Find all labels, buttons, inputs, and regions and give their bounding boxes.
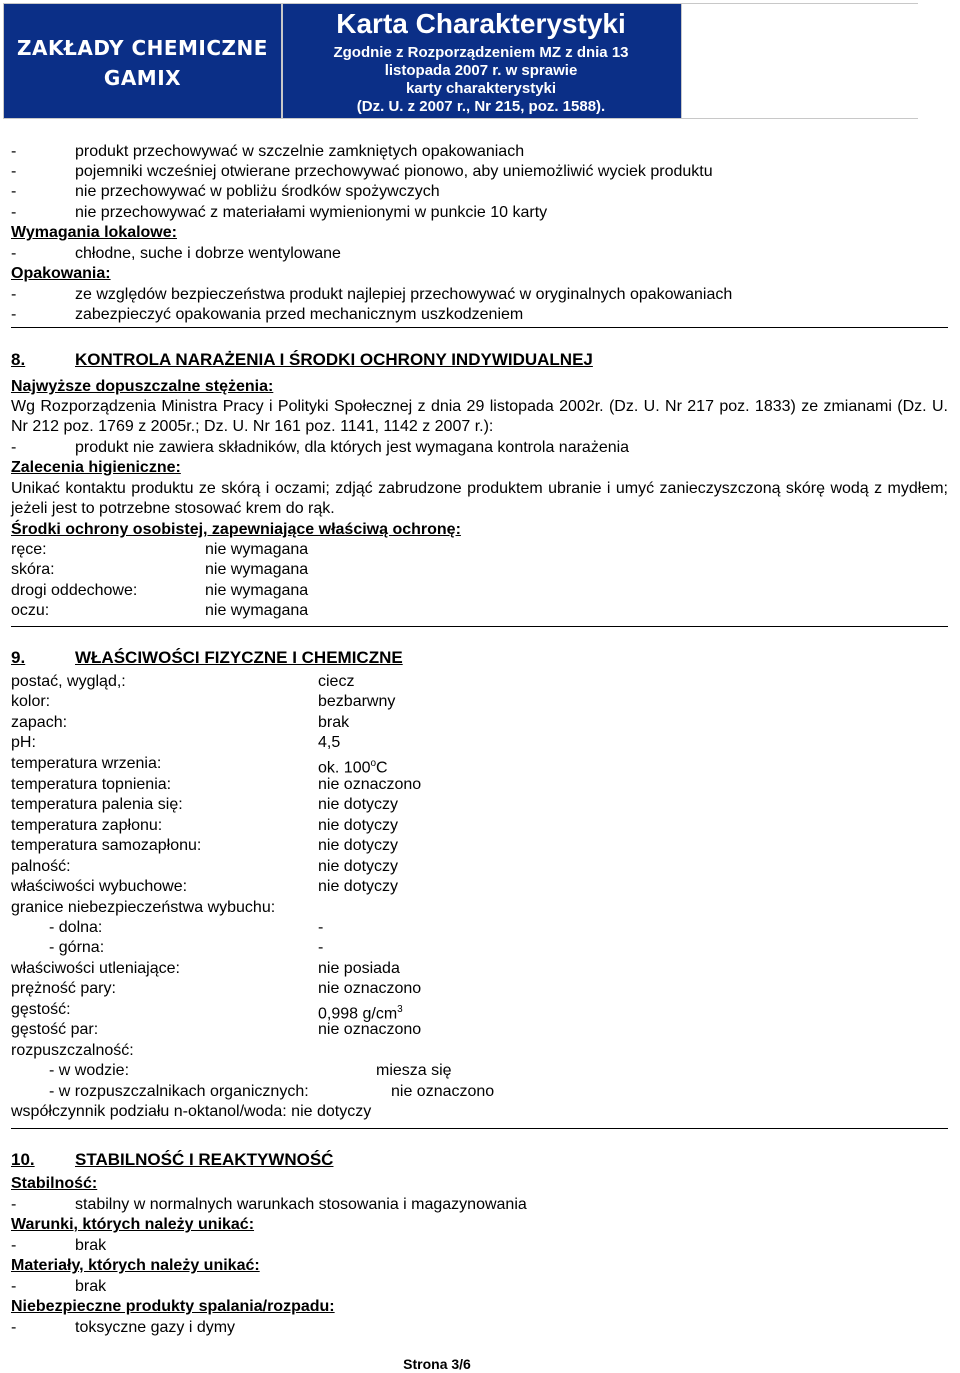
property-row: postać, wygląd,: ciecz: [11, 673, 355, 690]
header-blank-cell: [681, 4, 918, 118]
property-row: gęstość par: nie oznaczono: [11, 1021, 422, 1038]
subheading-stability: Stabilność:: [11, 1175, 98, 1192]
ppe-row: drogi oddechowe: nie wymagana: [11, 582, 309, 599]
company-logo-box: [3, 3, 282, 119]
regulation-line-4: (Dz. U. z 2007 r., Nr 215, poz. 1588).: [356, 98, 606, 115]
regulation-line-2: listopada 2007 r. w sprawie: [384, 62, 578, 79]
regulation-line-1: Zgodnie z Rozporządzeniem MZ z dnia 13: [333, 44, 629, 61]
property-row: palność: nie dotyczy: [11, 858, 399, 875]
section-divider: [11, 327, 948, 328]
ppe-row: oczu: nie wymagana: [11, 602, 309, 619]
nds-text: Wg Rozporządzenia Ministra Pracy i Polityki Społecznej z dnia 29 listopada 2002r. (Dz. U. Nr 217 poz. 1833) ze zmianami (Dz. U. Nr 212 poz. 1769 z 2005r.; Dz. U. Nr 161 poz. 1141, 1142 z 2007 r.):: [11, 398, 948, 435]
regulation-line-3: karty charakterystyki: [405, 80, 557, 97]
property-row: gęstość: 0,998 $g/cm^3$: [11, 1001, 403, 1023]
property-row: temperatura samozapłonu: nie dotyczy: [11, 837, 399, 854]
subheading-decomposition: Niebezpieczne produkty spalania/rozpadu:: [11, 1298, 335, 1315]
property-row: właściwości utleniające: nie posiada: [11, 960, 400, 977]
company-name-line2: GAMIX: [103, 66, 182, 90]
company-name-line1: ZAKŁADY CHEMICZNE: [17, 36, 268, 60]
document-title: Karta Charakterystyki: [336, 8, 626, 39]
section-divider: [11, 626, 948, 627]
subheading-conditions: Warunki, których należy unikać:: [11, 1216, 255, 1233]
property-row: współczynnik podziału n-oktanol/woda: nie dotyczy: [11, 1103, 372, 1120]
section-divider: [11, 1128, 948, 1129]
property-group-label: granice niebezpieczeństwa wybuchu:: [11, 899, 276, 916]
subheading-wymagania: Wymagania lokalowe:: [11, 224, 177, 241]
property-row: prężność pary: nie oznaczono: [11, 980, 422, 997]
property-row: właściwości wybuchowe: nie dotyczy: [11, 878, 399, 895]
page-number: Strona 3/6: [403, 1356, 471, 1372]
property-row: zapach: brak: [11, 714, 350, 731]
property-row: pH: 4,5: [11, 734, 341, 751]
ppe-row: ręce: nie wymagana: [11, 541, 309, 558]
property-row: temperatura wrzenia: ok. 100$^o$C: [11, 755, 388, 777]
ppe-row: skóra: nie wymagana: [11, 561, 309, 578]
property-group-label: rozpuszczalność:: [11, 1042, 134, 1059]
document-header: [0, 0, 918, 118]
hygiene-text: Unikać kontaktu produktu ze skórą i oczami; zdjąć zabrudzone produktem ubranie i umyć zanieczyszczoną skórę wodą z mydłem; jeżeli jest to potrzebne stosować krem do rąk.: [11, 480, 948, 517]
property-row: temperatura palenia się: nie dotyczy: [11, 796, 399, 813]
subheading-ppe: Środki ochrony osobistej, zapewniające właściwą ochronę:: [11, 521, 461, 538]
property-row: temperatura topnienia: nie oznaczono: [11, 776, 422, 793]
subheading-nds: Najwyższe dopuszczalne stężenia:: [11, 378, 274, 395]
subheading-materials: Materiały, których należy unikać:: [11, 1257, 260, 1274]
property-row: kolor: bezbarwny: [11, 693, 396, 710]
subheading-opakowania: Opakowania:: [11, 265, 111, 282]
document-title-box: [282, 3, 918, 119]
property-row: temperatura zapłonu: nie dotyczy: [11, 817, 399, 834]
subheading-hygiene: Zalecenia higieniczne:: [11, 459, 181, 476]
